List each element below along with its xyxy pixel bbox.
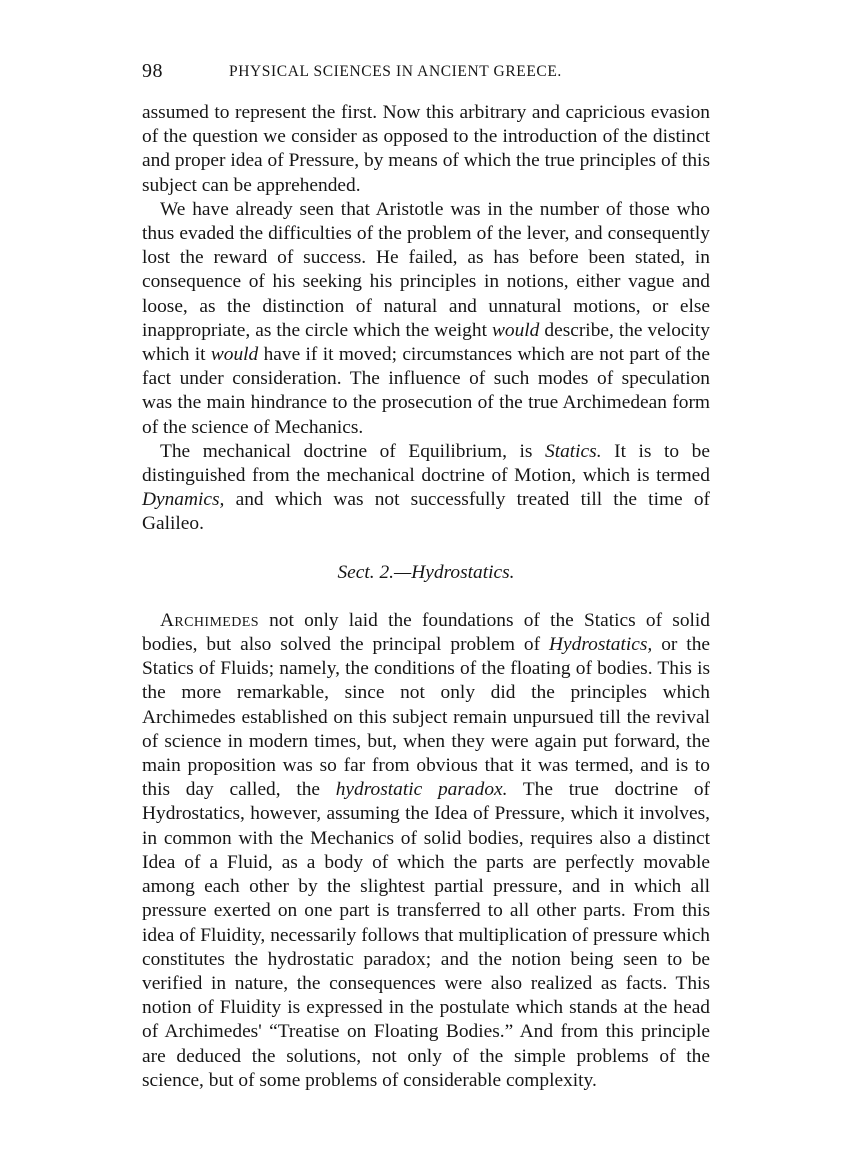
emphasis-hydrostatics: Hydrostatics, [549, 634, 653, 656]
paragraph-3-text-3: and which was not successfully treated till the time of Galileo. [142, 489, 710, 535]
emphasis-would-2: would [210, 344, 259, 366]
paragraph-2 [142, 198, 710, 440]
paragraph-1-text: assumed to represent the first. Now this arbitrary and capricious evasion of the question we consider as opposed to the introduction of the distinct and proper idea of Pressure, by means of which the true principles of this subject can be apprehended. [142, 102, 710, 196]
running-head: PHYSICAL SCIENCES IN ANCIENT GREECE. [229, 63, 562, 80]
paragraph-2-text-1: We have already seen that Aristotle was in the number of those who thus evaded the difficulties of the problem of the lever, and consequently lost the reward of success. He failed, as has before been stated, in consequence of his seeking his principles in notions, either vague and loose, as the distinction of natural and unnatural motions, or else inappropriate, as the circle which the weight [142, 198, 710, 341]
page-header [142, 60, 710, 90]
paragraph-3-text-1: The mechanical doctrine of Equilibrium, is [160, 440, 545, 462]
emphasis-hydrostatic-paradox: hydrostatic paradox. [335, 779, 508, 801]
paragraph-2-text-3: have if it moved; circumstances which are not part of the fact under consideration. The influence of such modes of speculation was the main hindrance to the prosecution of the true Archimedean form of the science of Mechanics. [142, 344, 710, 438]
paragraph-4-text-3: The true doctrine of Hydrostatics, however, assuming the Idea of Pressure, which it involves, in common with the Mechanics of solid bodies, requires also a distinct Idea of a Fluid, as a body of which the parts are perfectly movable among each other by the slightest partial pressure, and in which all pressure exerted on one part is transferred to all other parts. From this idea of Fluidity, necessarily follows that multiplication of pressure which constitutes the hydrostatic paradox; and the notion being seen to be verified in nature, the consequences were also realized as facts. This notion of Fluidity is expressed in the postulate which stands at the head of Archimedes' “Treatise on Floating Bodies.” And from this principle are deduced the solutions, not only of the simple problems of the science, but of some problems of considerable complexity. [142, 779, 710, 1091]
emphasis-statics: Statics. [545, 440, 602, 462]
paragraph-4-text-2: or the Statics of Fluids; namely, the conditions of the floating of bodies. This is the more remarkable, since not only did the principles which Archimedes established on this subject remain unpursued till the revival of science in modern times, but, when they were again put forward, the main proposition was so far from obvious that it was termed, and is to this day called, the [142, 634, 710, 801]
page-number: 98 [142, 60, 163, 82]
paragraph-3-text-2: It is to be distinguished from the mechanical doctrine of Motion, which is termed [142, 440, 710, 487]
emphasis-dynamics: Dynamics, [142, 489, 225, 511]
lead-word-archimedes: Archimedes [160, 609, 259, 631]
paragraph-4-text-1: not only laid the foundations of the Statics of solid bodies, but also solved the principal problem of [142, 609, 710, 656]
body-text [142, 101, 710, 1093]
section-heading: Sect. 2.—Hydrostatics. [337, 561, 515, 583]
paragraph-4 [142, 609, 710, 1093]
paragraph-1 [142, 101, 710, 198]
paragraph-2-text-2: describe, the velocity which it [142, 319, 710, 366]
paragraph-3 [142, 440, 710, 537]
emphasis-would-1: would [491, 319, 540, 341]
